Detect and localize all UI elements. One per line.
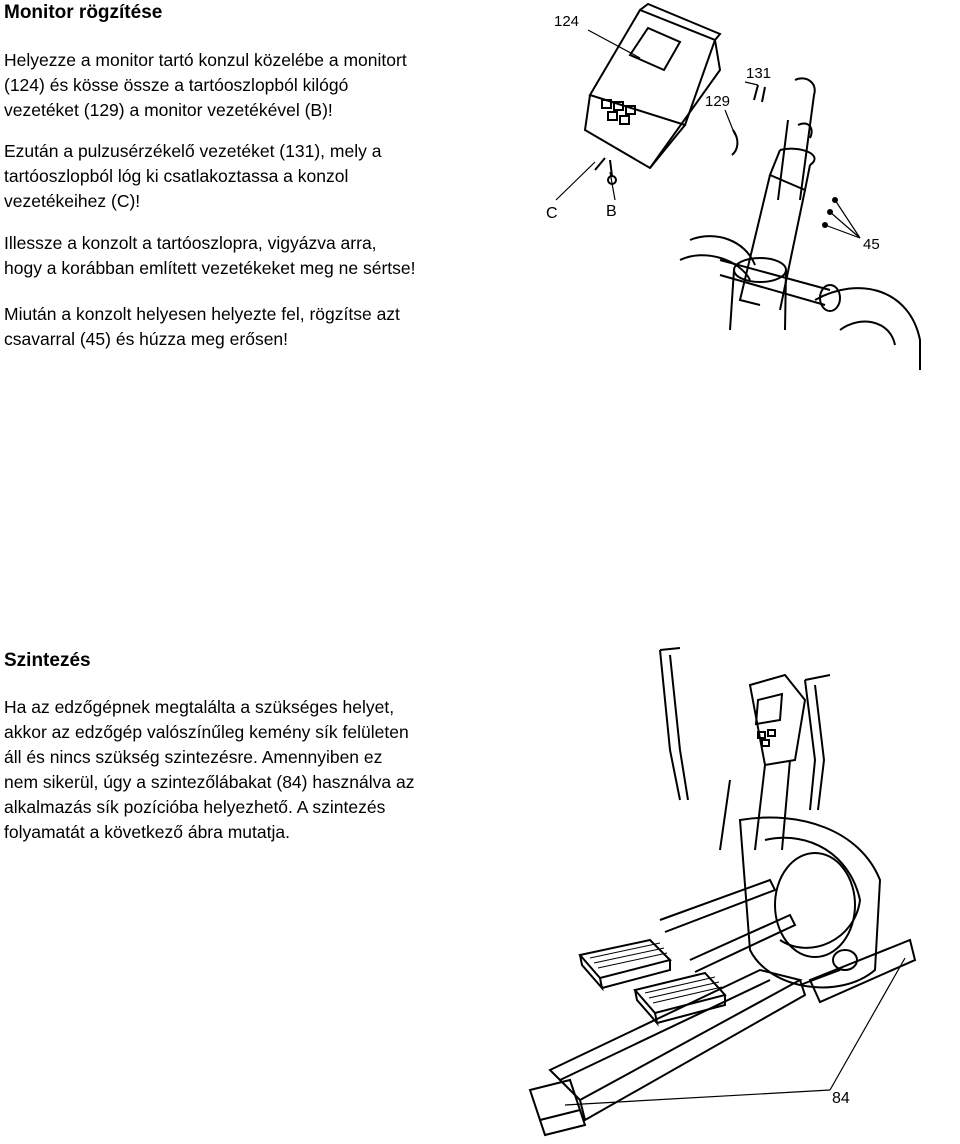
label-leveling-feet-84: 84 — [832, 1090, 850, 1107]
paragraph-4: Miután a konzolt helyesen helyezte fel, rögzítse azt csavarral (45) és húzza meg erősen! — [4, 304, 400, 349]
leveling-paragraph: Ha az edzőgépnek megtalálta a szükséges helyet, akkor az edzőgép valószínűleg kemény sík felületen áll és nincs szükség szintezésre. Amennyiben ez nem sikerül, úgy a szintezőlábakat (84) használva az alkalmazás sík pozícióba helyezhető. A szintezés folyamatát a következő ábra mutatja. — [4, 697, 415, 842]
section-title-monitor: Monitor rögzítése — [4, 2, 163, 23]
paragraph-3: Illessze a konzolt a tartóoszlopra, vigyázva arra, hogy a korábban említett vezetékeket meg ne sértse! — [4, 233, 416, 278]
paragraph-1: Helyezze a monitor tartó konzul közelébe a monitort (124) és kösse össze a tartóoszlopból kilógó vezetéket (129) a monitor vezetékével (B)! — [4, 50, 407, 120]
label-screw-45: 45 — [863, 236, 880, 253]
elliptical-trainer-diagram — [510, 640, 950, 1140]
label-monitor-124: 124 — [554, 13, 580, 30]
label-b: B — [606, 203, 617, 220]
label-c: C — [546, 205, 558, 222]
paragraph-2: Ezután a pulzusérzékelő vezetéket (131), mely a tartóoszlopból lóg ki csatlakoztassa a konzol vezetékeihez (C)! — [4, 141, 382, 211]
section-title-leveling: Szintezés — [4, 650, 91, 671]
label-sensor-wire-131: 131 — [746, 65, 772, 82]
monitor-mounting-diagram — [540, 0, 960, 370]
label-column-wire-129: 129 — [705, 93, 731, 110]
